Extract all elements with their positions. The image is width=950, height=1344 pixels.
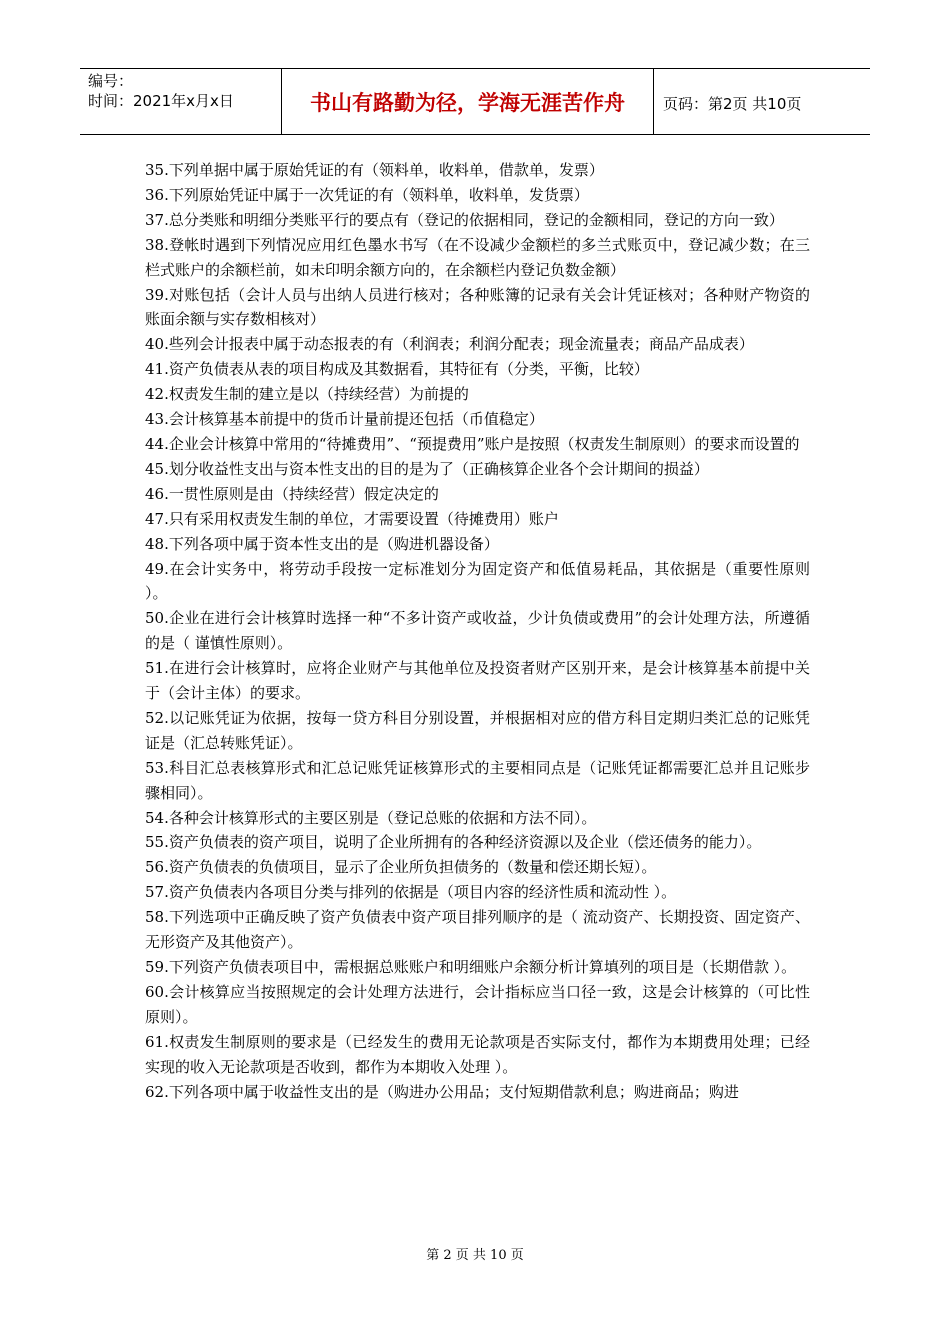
header-motto: 书山有路勤为径，学海无涯苦作舟 bbox=[282, 69, 654, 134]
question-item: 36.下列原始凭证中属于一次凭证的有（领料单，收料单，发货票） bbox=[145, 185, 589, 204]
question-item: 53.科目汇总表核算形式和汇总记账凭证核算形式的主要相同点是（记账凭证都需要汇总并且记账步骤相同）。 bbox=[145, 758, 810, 802]
question-item: 52.以记账凭证为依据，按每一贷方科目分别设置，并根据相对应的借方科目定期归类汇总的记账凭证是（汇总转账凭证）。 bbox=[145, 708, 810, 752]
question-item: 46.一贯性原则是由（持续经营）假定决定的 bbox=[145, 484, 439, 503]
question-item: 51.在进行会计核算时，应将企业财产与其他单位及投资者财产区别开来，是会计核算基本前提中关于（会计主体）的要求。 bbox=[145, 659, 810, 703]
question-item: 54.各种会计核算形式的主要区别是（登记总账的依据和方法不同）。 bbox=[145, 808, 597, 827]
header-meta bbox=[80, 69, 282, 134]
question-item: 44.企业会计核算中常用的“待摊费用”、“预提费用”账户是按照（权责发生制原则）的要求而设置的 bbox=[145, 434, 800, 453]
page-header bbox=[80, 68, 870, 135]
question-item: 47.只有采用权责发生制的单位，才需要设置（待摊费用）账户 bbox=[145, 509, 559, 528]
question-item: 55.资产负债表的资产项目，说明了企业所拥有的各种经济资源以及企业（偿还债务的能力）。 bbox=[145, 833, 762, 852]
question-item: 50.企业在进行会计核算时选择一种“不多计资产或收益，少计负债或费用”的会计处理方法，所遵循的是（ 谨慎性原则）。 bbox=[145, 609, 810, 653]
question-item: 60.会计核算应当按照规定的会计处理方法进行，会计指标应当口径一致，这是会计核算的（可比性原则）。 bbox=[145, 982, 810, 1026]
question-item: 42.权责发生制的建立是以（持续经营）为前提的 bbox=[145, 385, 469, 404]
question-item: 58.下列选项中正确反映了资产负债表中资产项目排列顺序的是（ 流动资产、长期投资、固定资产、无形资产及其他资产）。 bbox=[145, 908, 810, 952]
question-item: 49.在会计实务中，将劳动手段按一定标准划分为固定资产和低值易耗品，其依据是（重要性原则 ）。 bbox=[145, 559, 810, 603]
document-number-label: 编号： bbox=[88, 72, 134, 90]
question-item: 41.资产负债表从表的项目构成及其数据看，其特征有（分类，平衡，比较） bbox=[145, 360, 649, 379]
question-item: 61.权责发生制原则的要求是（已经发生的费用无论款项是否实际支付，都作为本期费用处理；已经实现的收入无论款项是否收到，都作为本期收入处理 ）。 bbox=[145, 1032, 810, 1076]
question-item: 37.总分类账和明细分类账平行的要点有（登记的依据相同，登记的金额相同，登记的方向一致） bbox=[145, 210, 784, 229]
question-item: 56.资产负债表的负债项目，显示了企业所负担债务的（数量和偿还期长短）。 bbox=[145, 858, 657, 877]
question-item: 35.下列单据中属于原始凭证的有（领料单，收料单，借款单，发票） bbox=[145, 161, 604, 179]
document-date: 时间：2021年x月x日 bbox=[88, 92, 234, 110]
page-footer: 第 2 页 共 10 页 bbox=[426, 1248, 524, 1263]
question-item: 43.会计核算基本前提中的货币计量前提还包括（币值稳定） bbox=[145, 410, 544, 429]
question-item: 45.划分收益性支出与资本性支出的目的是为了（正确核算企业各个会计期间的损益） bbox=[145, 459, 709, 478]
question-item: 39.对账包括（会计人员与出纳人员进行核对；各种账簿的记录有关会计凭证核对；各种财产物资的账面余额与实存数相核对） bbox=[145, 285, 810, 329]
question-item: 62.下列各项中属于收益性支出的是（购进办公用品；支付短期借款利息；购进商品；购进 bbox=[145, 1082, 739, 1101]
question-item: 59.下列资产负债表项目中，需根据总账账户和明细账户余额分析计算填列的项目是（长期借款 ）。 bbox=[145, 958, 797, 976]
question-item: 48.下列各项中属于资本性支出的是（购进机器设备） bbox=[145, 534, 499, 553]
document-body bbox=[145, 158, 810, 1104]
question-item: 38.登帐时遇到下列情况应用红色墨水书写（在不设减少金额栏的多兰式账页中，登记减少数；在三栏式账户的余额栏前，如未印明余额方向的，在余额栏内登记负数金额） bbox=[145, 235, 810, 279]
question-item: 57.资产负债表内各项目分类与排列的依据是（项目内容的经济性质和流动性 ）。 bbox=[145, 883, 677, 902]
question-item: 40.些列会计报表中属于动态报表的有（利润表；利润分配表；现金流量表；商品产品成表） bbox=[145, 335, 754, 354]
header-page-info: 页码：第2页 共10页 bbox=[663, 95, 802, 113]
